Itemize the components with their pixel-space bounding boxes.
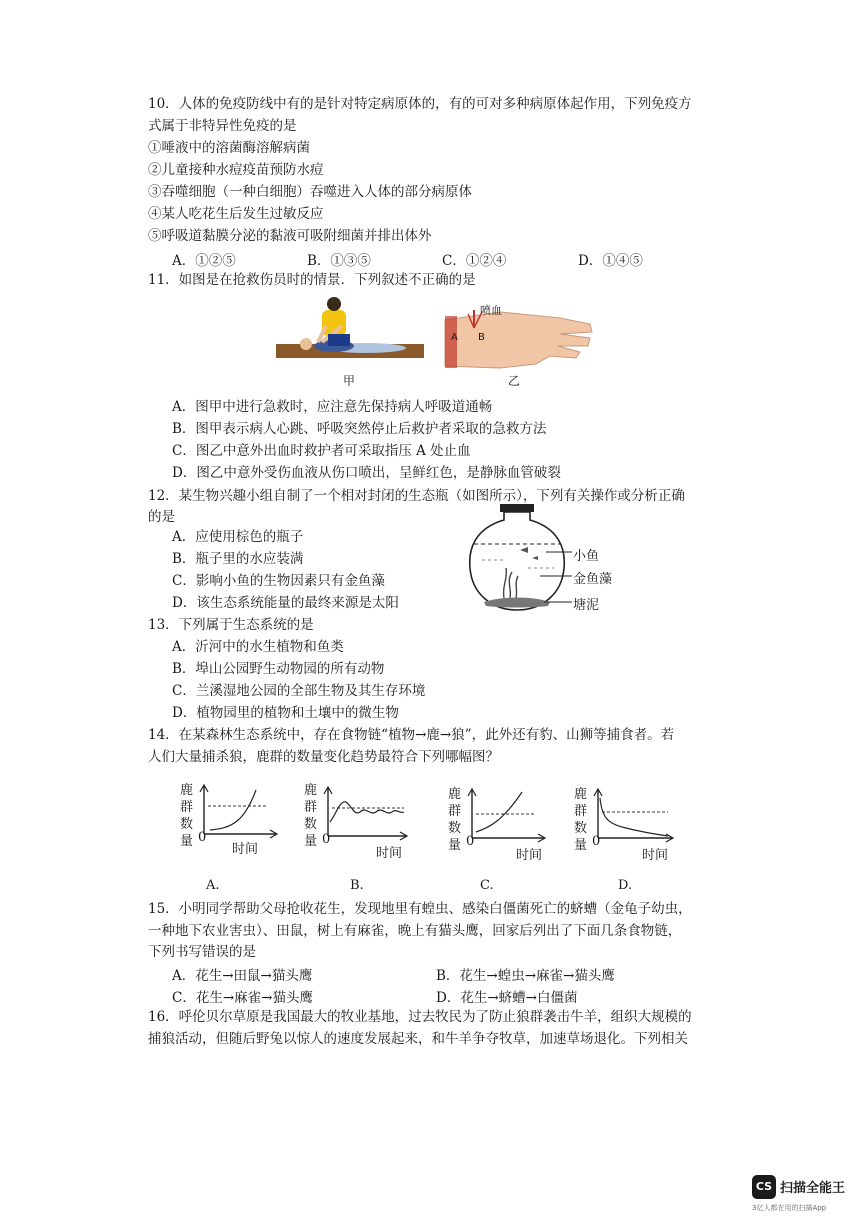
q15-stem-line3: 下列书写错误的是: [148, 944, 256, 960]
q12-option-c: C．影响小鱼的生物因素只有金鱼藻: [172, 573, 385, 589]
q14-stem-line2: 人们大量捕杀狼，鹿群的数量变化趋势最符合下列哪幅图？: [148, 749, 499, 765]
graph-c-origin: 0: [466, 834, 475, 849]
q15-option-c: C．花生→麻雀→猫头鹰: [172, 990, 313, 1006]
graph-b-xlabel: 时间: [376, 846, 403, 861]
q10-stem-line1: 10．人体的免疫防线中有的是针对特定病原体的，有的可对多种病原体起作用，下列免疫方: [148, 96, 692, 112]
q13-option-c: C．兰溪湿地公园的全部生物及其生存环境: [172, 683, 426, 699]
q11-stem: 11．如图是在抢救伤员时的情景．下列叙述不正确的是: [148, 272, 476, 288]
watermark-subtitle: 3亿人都在用的扫描App: [752, 1204, 827, 1212]
graph-d-origin: 0: [592, 834, 601, 849]
q10-option-b: B．①③⑤: [307, 253, 371, 269]
q16-stem-line1: 16．呼伦贝尔草原是我国最大的牧业基地，过去牧民为了防止狼群袭击牛羊，组织大规模的: [148, 1009, 692, 1025]
q10-stem-line2: 式属于非特异性免疫的是: [148, 118, 297, 134]
graph-b-ylabel: 鹿 群 数 量: [304, 783, 318, 849]
fig-yi-label: 乙: [508, 374, 521, 388]
q11-option-b: B．图甲表示病人心跳、呼吸突然停止后救护者采取的急救方法: [172, 421, 547, 437]
q10-item-2: ②儿童接种水痘疫苗预防水痘: [148, 162, 324, 178]
q10-option-c: C．①②④: [442, 253, 507, 269]
q16-stem-line2: 捕狼活动，但随后野兔以惊人的速度发展起来，和牛羊争夺牧草，加速草场退化。下列相关: [148, 1031, 688, 1047]
q11-option-c: C．图乙中意外出血时救护者可采取指压 A 处止血: [172, 443, 471, 459]
q12-option-d: D．该生态系统能量的最终来源是太阳: [172, 595, 399, 611]
q15-stem-line1: 15．小明同学帮助父母抢收花生，发现地里有蝗虫、感染白僵菌死亡的蛴螬（金龟子幼虫，: [148, 901, 692, 917]
graph-b: [320, 786, 408, 842]
fig-jia-label: 甲: [343, 374, 356, 388]
graph-c-ylabel: 鹿 群 数 量: [448, 787, 462, 853]
weed-label: 金鱼藻: [573, 572, 613, 587]
graph-d-ylabel: 鹿 群 数 量: [574, 787, 588, 853]
graph-a: [196, 784, 278, 840]
ecobottle-illustration: [462, 502, 572, 614]
q10-item-5: ⑤呼吸道黏膜分泌的黏液可吸附细菌并排出体外: [148, 228, 432, 244]
cpr-illustration: [270, 296, 430, 366]
graph-c: [464, 788, 546, 844]
point-b-label: B: [478, 332, 485, 343]
graph-a-xlabel: 时间: [232, 842, 259, 857]
watermark-title: 扫描全能王: [780, 1181, 846, 1196]
spurt-label: 喷血: [480, 304, 502, 317]
mud-label: 塘泥: [573, 598, 600, 613]
q11-option-d: D．图乙中意外受伤血液从伤口喷出，呈鲜红色，是静脉血管破裂: [172, 465, 561, 481]
q15-option-a: A．花生→田鼠→猫头鹰: [172, 968, 313, 984]
q12-stem-line2: 的是: [148, 509, 175, 525]
q11-option-a: A．图甲中进行急救时，应注意先保持病人呼吸道通畅: [172, 399, 493, 415]
graph-a-letter: A.: [206, 878, 220, 893]
graph-d-xlabel: 时间: [642, 848, 669, 863]
cs-logo-icon: CS: [752, 1175, 776, 1199]
point-a-label: A: [451, 332, 458, 343]
hand-bleeding-illustration: [440, 298, 600, 378]
graph-a-origin: 0: [198, 830, 207, 845]
graph-d-letter: D.: [618, 878, 633, 893]
q10-item-4: ④某人吃花生后发生过敏反应: [148, 206, 324, 222]
scanner-watermark: [752, 1173, 854, 1215]
graph-c-xlabel: 时间: [516, 848, 543, 863]
q10-item-1: ①唾液中的溶菌酶溶解病菌: [148, 140, 310, 156]
graph-c-letter: C.: [480, 878, 494, 893]
q13-stem: 13．下列属于生态系统的是: [148, 617, 314, 633]
q15-option-b: B．花生→蝗虫→麻雀→猫头鹰: [436, 968, 615, 984]
q10-item-3: ③吞噬细胞（一种白细胞）吞噬进入人体的部分病原体: [148, 184, 472, 200]
q12-option-a: A．应使用棕色的瓶子: [172, 529, 304, 545]
graph-a-ylabel: 鹿 群 数 量: [180, 783, 194, 849]
q13-option-a: A．沂河中的水生植物和鱼类: [172, 639, 344, 655]
q10-option-a: A．①②⑤: [172, 253, 236, 269]
graph-b-letter: B.: [350, 878, 364, 893]
q12-option-b: B．瓶子里的水应装满: [172, 551, 304, 567]
q10-option-d: D．①④⑤: [578, 253, 643, 269]
q15-option-d: D．花生→蛴螬→白僵菌: [436, 990, 578, 1006]
graph-d: [590, 788, 674, 844]
q14-stem-line1: 14．在某森林生态系统中，存在食物链“植物→鹿→狼”，此外还有豹、山狮等捕食者。若: [148, 727, 675, 743]
q15-stem-line2: 一种地下农业害虫）、田鼠，树上有麻雀，晚上有猫头鹰，回家后列出了下面几条食物链，: [148, 923, 682, 939]
q13-option-b: B．埠山公园野生动物园的所有动物: [172, 661, 385, 677]
q13-option-d: D．植物园里的植物和土壤中的微生物: [172, 705, 399, 721]
q12-stem-line1: 12．某生物兴趣小组自制了一个相对封闭的生态瓶（如图所示），下列有关操作或分析正确: [148, 488, 685, 504]
graph-b-origin: 0: [322, 832, 331, 847]
fish-label: 小鱼: [573, 549, 600, 564]
